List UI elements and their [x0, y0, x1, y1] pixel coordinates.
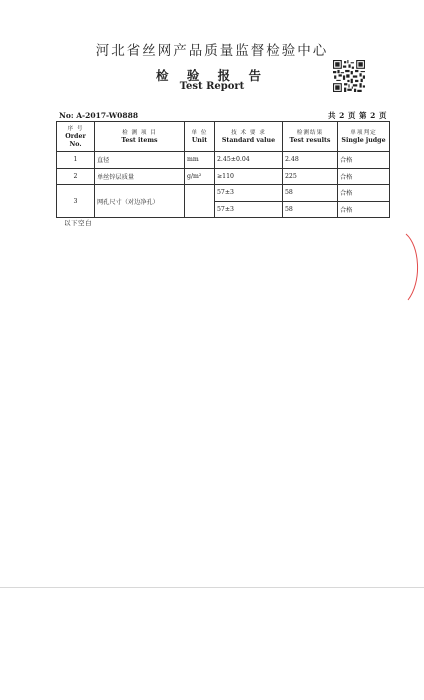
- qr-code-icon: [333, 60, 365, 92]
- standard-cell: 2.45±0.04: [215, 152, 283, 169]
- unit-cell: mm: [185, 152, 215, 169]
- table-row: [57, 168, 390, 185]
- result-cell: 58: [283, 201, 338, 218]
- item-cell: 直径: [95, 152, 185, 169]
- report-title-english: Test Report: [179, 81, 245, 92]
- unit-cell: [185, 185, 215, 218]
- item-cell: 网孔尺寸（对边净孔）: [95, 185, 185, 218]
- organization-name: 河北省丝网产品质量监督检验中心: [95, 43, 329, 59]
- column-header: 序 号 Order No.: [57, 122, 95, 152]
- item-cell: 单丝锌层质量: [95, 168, 185, 185]
- column-header: 单项判定 Single judge: [338, 122, 390, 152]
- table-row: [57, 185, 390, 202]
- column-header: 技 术 要 求 Standard value: [215, 122, 283, 152]
- table-row: [57, 152, 390, 169]
- standard-cell: 57±3: [215, 201, 283, 218]
- blank-below-note: 以下空白: [64, 219, 92, 227]
- test-results-table: [56, 121, 390, 218]
- table-header-row: [57, 122, 390, 152]
- judge-cell: 合格: [338, 152, 390, 169]
- column-header: 检 测 项 目 Test items: [95, 122, 185, 152]
- order-cell: 2: [57, 168, 95, 185]
- standard-cell: ≥110: [215, 168, 283, 185]
- report-number: No: A-2017-W0888: [59, 111, 139, 120]
- result-cell: 58: [283, 185, 338, 202]
- unit-cell: g/m²: [185, 168, 215, 185]
- seal-edge-mark: [398, 232, 424, 302]
- order-cell: 3: [57, 185, 95, 218]
- background-below-page: [0, 588, 424, 700]
- result-cell: 225: [283, 168, 338, 185]
- judge-cell: 合格: [338, 201, 390, 218]
- standard-cell: 57±3: [215, 185, 283, 202]
- report-title-chinese: 检 验 报 告: [155, 68, 269, 83]
- column-header: 单 位 Unit: [185, 122, 215, 152]
- page-count: 共 2 页 第 2 页: [328, 111, 387, 120]
- judge-cell: 合格: [338, 185, 390, 202]
- order-cell: 1: [57, 152, 95, 169]
- judge-cell: 合格: [338, 168, 390, 185]
- result-cell: 2.48: [283, 152, 338, 169]
- column-header: 检测结果 Test results: [283, 122, 338, 152]
